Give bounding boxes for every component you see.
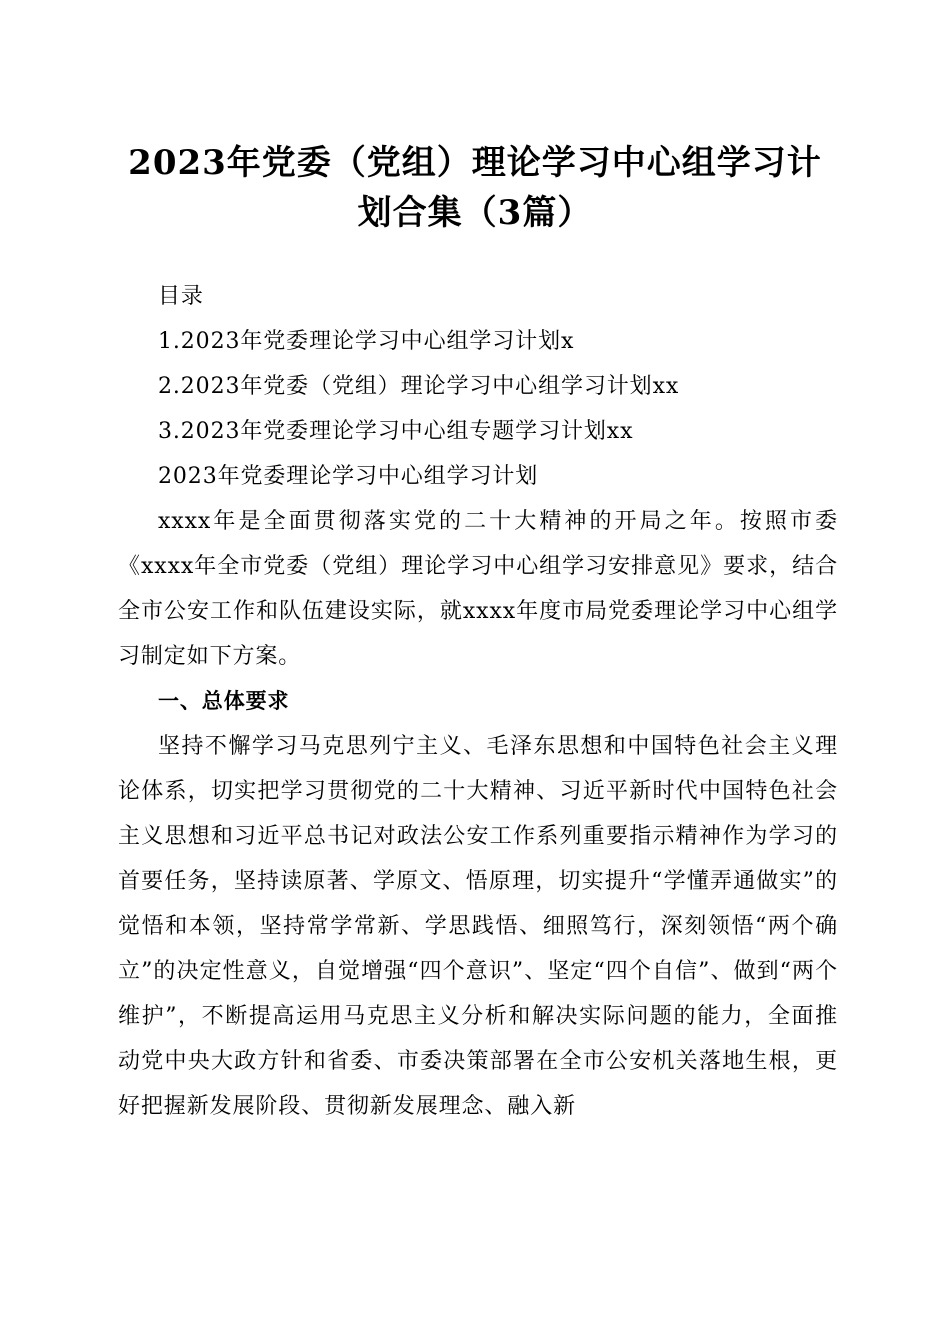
toc-item-3: 3.2023年党委理论学习中心组专题学习计划xx	[158, 419, 634, 444]
toc-item-2: 2.2023年党委（党组）理论学习中心组学习计划xx	[158, 374, 680, 399]
toc-item-1: 1.2023年党委理论学习中心组学习计划x	[158, 329, 575, 354]
toc-heading: 目录	[158, 284, 204, 309]
document-title	[100, 138, 850, 238]
section-heading-1: 一、总体要求	[158, 689, 290, 713]
document-body	[118, 274, 838, 1129]
intro-paragraph: xxxx年是全面贯彻落实党的二十大精神的开局之年。按照市委《xxxx年全市党委（党组）理论学习中心组学习安排意见》要求，结合全市公安工作和队伍建设实际，就xxxx年度市局党委理论学习中心组学习制定如下方案。	[118, 509, 838, 669]
article-title: 2023年党委理论学习中心组学习计划	[158, 464, 539, 489]
title-line-1: 2023年党委（党组）理论学习中心组学习计	[128, 143, 822, 183]
section-1-paragraph: 坚持不懈学习马克思列宁主义、毛泽东思想和中国特色社会主义理论体系，切实把学习贯彻党的二十大精神、习近平新时代中国特色社会主义思想和习近平总书记对政法公安工作系列重要指示精神作为学习的首要任务，坚持读原著、学原文、悟原理，切实提升“学懂弄通做实”的觉悟和本领，坚持常学常新、学思践悟、细照笃行，深刻领悟“两个确立”的决定性意义，自觉增强“四个意识”、坚定“四个自信”、做到“两个维护”，不断提高运用马克思主义分析和解决实际问题的能力，全面推动党中央大政方针和省委、市委决策部署在全市公安机关落地生根，更好把握新发展阶段、贯彻新发展理念、融入新	[118, 734, 838, 1119]
title-line-2: 划合集（3篇）	[357, 193, 593, 233]
